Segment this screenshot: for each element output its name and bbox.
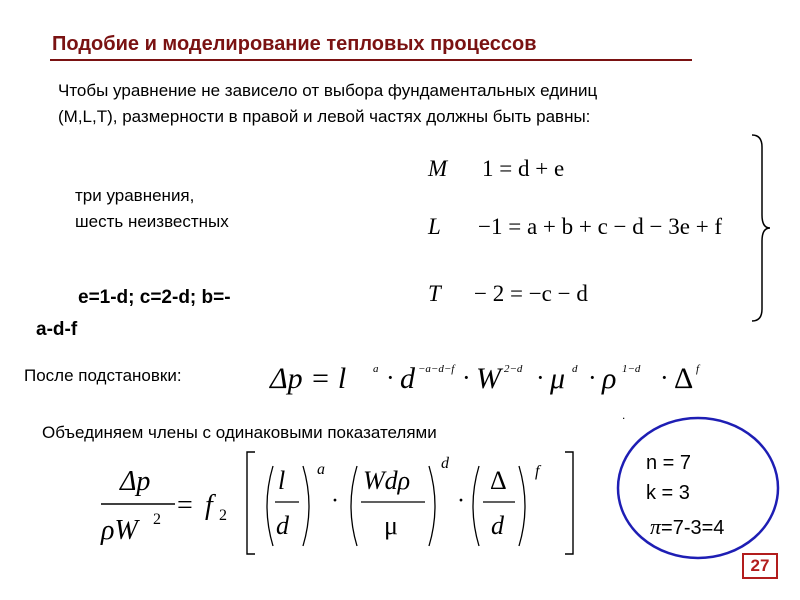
svg-text:Wdρ: Wdρ [363,466,411,495]
intro-text [58,78,597,130]
svg-text:·: · [462,363,471,392]
slide-title: Подобие и моделирование тепловых процессов [52,33,537,55]
formula-lhs: Δp = l [270,362,347,395]
formula-exp-delta: f [696,363,700,375]
substitution-label: После подстановки: [24,366,182,385]
system-var-l: L [428,214,441,239]
formula-dot-1: · [386,363,395,392]
solution-line-1: e=1-d; c=2-d; b=- [78,287,231,308]
result-circle [612,414,792,564]
system-var-t: T [428,281,441,306]
svg-text:=: = [177,490,193,521]
svg-text:l: l [278,466,286,495]
result-k: k = 3 [646,482,690,504]
formula-exp-a: a [373,363,379,375]
formula-w: W [476,362,501,395]
lhs-denominator: ρW [101,515,138,546]
f2-sub: 2 [219,507,227,524]
svg-text:d: d [491,511,504,540]
combine-label: Объединяем члены с одинаковыми показателями [42,423,437,442]
formula-exp-d1: −a−d−f [418,363,455,375]
formula-exp-rho: 1−d [622,363,641,375]
svg-text:·: · [536,363,545,392]
unknowns-line-2: шесть неизвестных [75,212,229,231]
svg-text:μ: μ [384,511,398,540]
f2: f [205,490,213,521]
intro-line-1: Чтобы уравнение не зависело от выбора фундаментальных единиц [58,81,598,100]
svg-text:·: · [660,363,669,392]
unknowns-line-1: три уравнения, [75,186,195,205]
stray-dot: . [622,408,626,422]
system-eq-m: 1 = d + e [482,156,565,181]
svg-text:·: · [457,488,465,514]
combined-exp-d: d [441,455,449,472]
formula-exp-mu: d [572,363,578,375]
pi-symbol: π [650,514,662,539]
svg-text:d: d [276,511,289,540]
intro-line-2: (M,L,T), размерности в правой и левой частях должны быть равны: [58,107,591,126]
lhs-den-exp: 2 [153,511,161,528]
svg-text:ρ: ρ [602,362,617,395]
unknowns-label [75,183,229,235]
svg-text:·: · [331,488,339,514]
system-eq-l: −1 = a + b + c − d − 3e + f [478,214,723,239]
result-pi-value: =7-3=4 [661,517,725,539]
system-var-m: M [428,156,448,181]
svg-text:μ: μ [550,362,566,395]
svg-text:Δ: Δ [674,362,694,395]
svg-text:·: · [588,363,597,392]
system-brace [748,133,772,323]
formula-exp-w: 2−d [504,363,523,375]
combined-exp-f: f [535,463,540,480]
result-n: n = 7 [646,452,692,474]
page-number-badge [742,553,778,579]
substitution-formula [268,350,728,400]
svg-text:d: d [400,362,415,395]
system-eq-t: − 2 = −c − d [474,281,588,306]
svg-text:Δ: Δ [490,466,507,495]
solution-line-2: a-d-f [36,319,78,340]
title-underline [50,59,692,61]
page-number: 27 [750,556,770,575]
combined-exp-a: a [317,461,325,478]
result-pi [650,514,724,540]
lhs-numerator: Δp [120,466,151,497]
combined-formula [95,444,585,560]
